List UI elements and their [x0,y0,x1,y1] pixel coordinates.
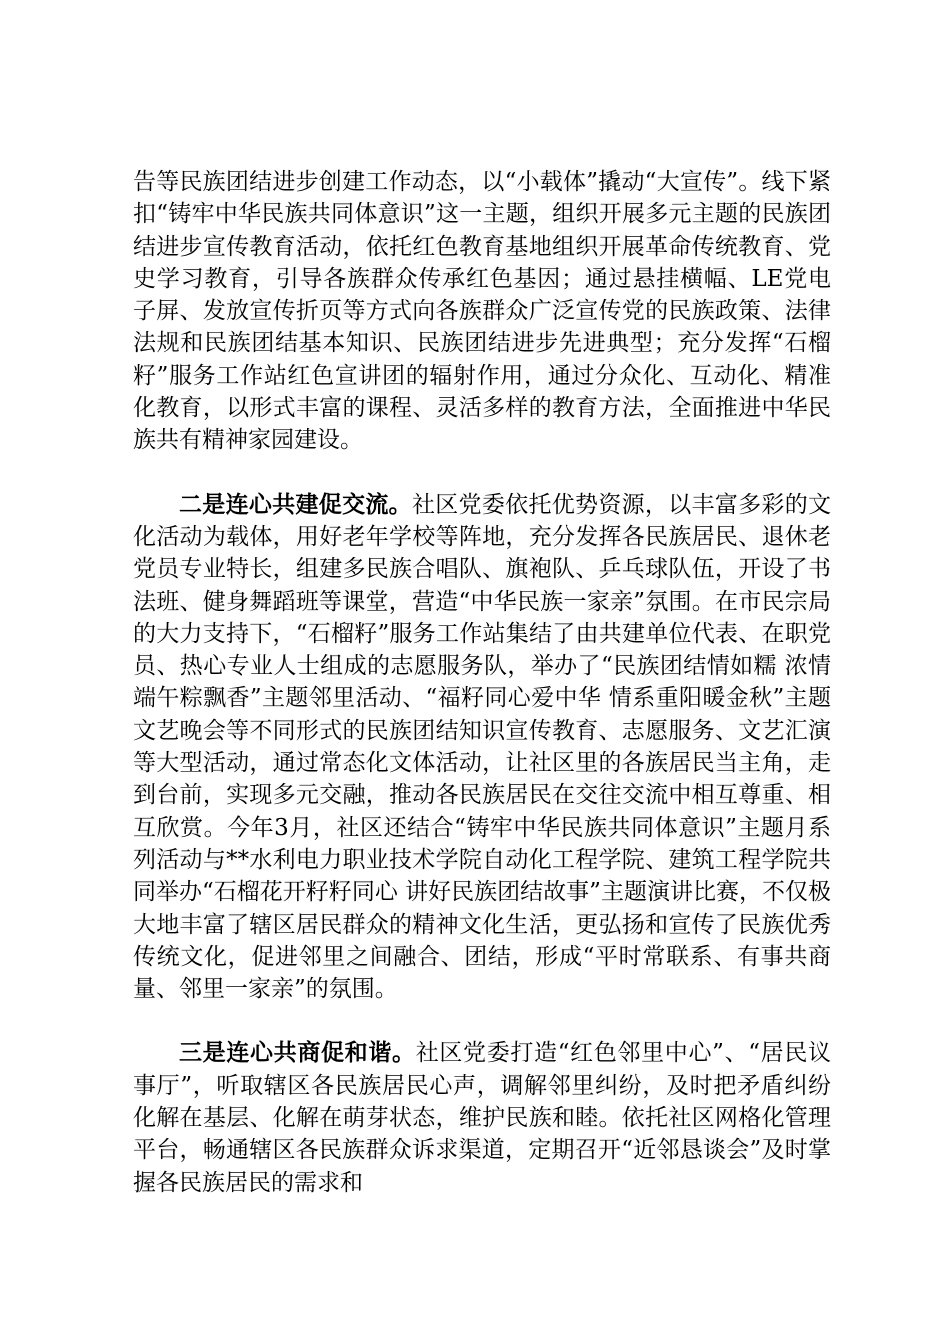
paragraph-text: 告等民族团结进步创建工作动态，以“小载体”撬动“大宣传”。线下紧扣“铸牢中华民族共同体意识”这一主题，组织开展多元主题的民族团结进步宣传教育活动，依托红色教育基地组织开展革命传统教育、党史学习教育，引导各族群众传承红色基因；通过悬挂横幅、LE党电子屏、发放宣传折页等方式向各族群众广泛宣传党的民族政策、法律法规和民族团结基本知识、民族团结进步先进典型；充分发挥“石榴籽”服务工作站红色宣讲团的辐射作用，通过分众化、互动化、精准化教育，以形式丰富的课程、灵活多样的教育方法，全面推进中华民族共有精神家园建设。 [133,169,831,454]
paragraph-continued [133,166,831,457]
paragraph-lead-heading: 二是连心共建促交流。 [179,491,412,518]
document-body [133,166,831,1199]
paragraph-text: 社区党委打造“红色邻里中心”、“居民议事厅”，听取辖区各民族居民心声，调解邻里纠纷，及时把矛盾纠纷化解在基层、化解在萌芽状态，维护民族和睦。依托社区网格化管理平台，畅通辖区各民族群众诉求渠道，定期召开“近邻恳谈会”及时掌握各民族居民的需求和 [133,1040,831,1196]
paragraph-three [133,1037,831,1198]
paragraph-text: 社区党委依托优势资源，以丰富多彩的文化活动为载体，用好老年学校等阵地，充分发挥各民族居民、退休老党员专业特长，组建多民族合唱队、旗袍队、乒乓球队伍，开设了书法班、健身舞蹈班等课堂，营造“中华民族一家亲”氛围。在市民宗局的大力支持下，“石榴籽”服务工作站集结了由共建单位代表、在职党员、热心专业人士组成的志愿服务队，举办了“民族团结情如糯 浓情端午粽飘香”主题邻里活动、“福籽同心爱中华 情系重阳暖金秋”主题文艺晚会等不同形式的民族团结知识宣传教育、志愿服务、文艺汇演等大型活动，通过常态化文体活动，让社区里的各族居民当主角，走到台前，实现多元交融，推动各民族居民在交往交流中相互尊重、相互欣赏。今年3月，社区还结合“铸牢中华民族共同体意识”主题月系列活动与**水利电力职业技术学院自动化工程学院、建筑工程学院共同举办“石榴花开籽籽同心 讲好民族团结故事”主题演讲比赛，不仅极大地丰富了辖区居民群众的精神文化生活，更弘扬和宣传了民族优秀传统文化，促进邻里之间融合、团结，形成“平时常联系、有事共商量、邻里一家亲”的氛围。 [133,491,832,1003]
paragraph-two [133,489,831,1006]
paragraph-lead-heading: 三是连心共商促和谐。 [179,1040,416,1067]
